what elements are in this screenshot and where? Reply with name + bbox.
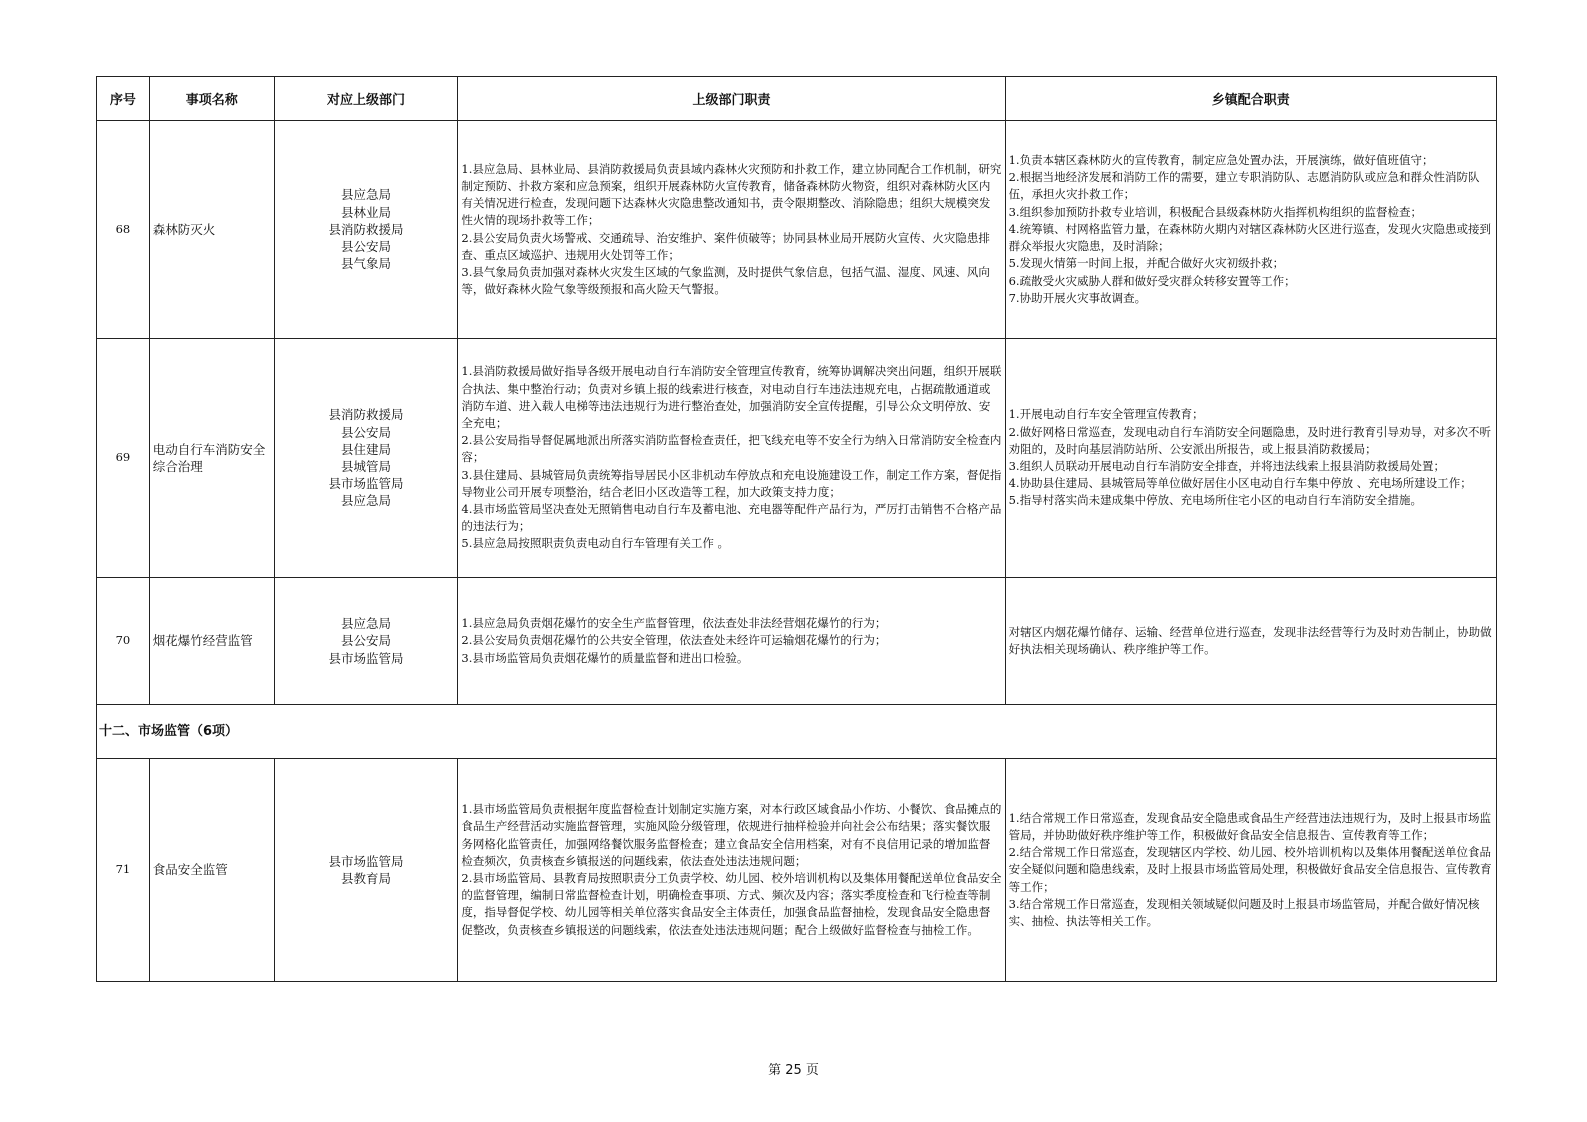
township-paragraph: 6.疏散受火灾威胁人群和做好受灾群众转移安置等工作；	[1008, 273, 1296, 288]
section-title: 十二、市场监管（6项）	[97, 705, 1497, 759]
township-paragraph: 2.做好网格日常巡查，发现电动自行车消防安全问题隐患，及时进行教育引导劝导，对多次不听劝阻的，及时向基层消防站所、公安派出所报告，或上报县消防救援局；	[1008, 424, 1492, 456]
township-paragraph: 3.组织人员联动开展电动自行车消防安全排查，并将违法线索上报县消防救援局处置；	[1008, 459, 1446, 473]
duty-paragraph: 2.县公安局负责烟花爆竹的公共安全管理，依法查处未经许可运输烟花爆竹的行为；	[461, 633, 887, 648]
page-number: 第 25 页	[768, 1063, 819, 1078]
header-superior-dept: 对应上级部门	[274, 77, 458, 121]
township-paragraph: 5.指导村落实尚未建成集中停放、充电场所住宅小区的电动自行车消防安全措施。	[1008, 493, 1423, 508]
row-item-name: 烟花爆竹经营监管	[149, 578, 274, 705]
duty-paragraph: 3.县住建局、县城管局负责统筹指导居民小区非机动车停放点和充电设施建设工作，制定工作方案，督促指导物业公司开展专项整治，结合老旧小区改造等工程，加大政策支持力度；	[461, 467, 1002, 499]
row-no: 70	[97, 578, 150, 705]
row-township-duties	[1005, 759, 1496, 982]
table-header-row	[97, 77, 1497, 121]
dept-line: 县公安局	[341, 424, 392, 440]
township-paragraph: 4.统筹镇、村网格监管力量，在森林防火期内对辖区森林防火区进行巡查，发现火灾隐患或接到群众举报火灾隐患，及时消除；	[1008, 221, 1492, 254]
header-township-duties: 乡镇配合职责	[1005, 77, 1496, 121]
duty-table	[96, 76, 1497, 982]
duty-paragraph: 5.县应急局按照职责负责电动自行车管理有关工作 。	[461, 536, 730, 551]
row-superior-duties	[458, 759, 1005, 982]
duty-paragraph: 1.县市场监管局负责根据年度监督检查计划制定实施方案，对本行政区域食品小作坊、小餐饮、食品摊点的食品生产经营活动实施监督管理，实施风险分级管理，依规进行抽样检验并向社会公布结果；落实餐饮服务网格化监管责任，加强网络餐饮服务监督检查；建立食品安全信用档案，对有不良信用记录的增加监督检查频次，负责核查乡镇报送的问题线索，依法查处违法违规问题；	[461, 802, 1002, 868]
header-no: 序号	[97, 77, 150, 121]
row-township-duties	[1005, 578, 1496, 705]
row-township-duties	[1005, 339, 1496, 578]
table-row	[97, 578, 1497, 705]
township-paragraph: 2.结合常规工作日常巡查，发现辖区内学校、幼儿园、校外培训机构以及集体用餐配送单位食品安全疑似问题和隐患线索，及时上报县市场监管局处理，积极做好食品安全信息报告、宣传教育等工作；	[1008, 845, 1492, 894]
dept-line: 县气象局	[341, 256, 392, 272]
duty-paragraph: 4.县市场监管局坚决查处无照销售电动自行车及蓄电池、充电器等配件产品行为，严厉打击销售不合格产品的违法行为；	[461, 502, 1002, 534]
township-paragraph: 1.结合常规工作日常巡查，发现食品安全隐患或食品生产经营违法违规行为，及时上报县市场监管局，并协助做好秩序维护等工作，积极做好食品安全信息报告、宣传教育等工作；	[1008, 810, 1492, 842]
dept-line: 县应急局	[341, 616, 392, 632]
row-depts	[274, 759, 458, 982]
row-superior-duties	[458, 339, 1005, 578]
dept-line: 县林业局	[341, 204, 392, 220]
row-depts	[274, 578, 458, 705]
dept-line: 县公安局	[341, 633, 392, 649]
row-item-name: 食品安全监管	[149, 759, 274, 982]
table-row	[97, 121, 1497, 339]
section-header-row	[97, 705, 1497, 759]
dept-line: 县城管局	[341, 459, 392, 474]
dept-line: 县市场监管局	[328, 650, 404, 666]
row-depts	[274, 339, 458, 578]
dept-line: 县市场监管局	[328, 853, 404, 869]
township-paragraph: 3.结合常规工作日常巡查，发现相关领域疑似问题及时上报县市场监管局，并配合做好情况核实、抽检、执法等相关工作。	[1008, 896, 1480, 928]
duty-paragraph: 1.县消防救援局做好指导各级开展电动自行车消防安全管理宣传教育，统筹协调解决突出问题，组织开展联合执法、集中整治行动；负责对乡镇上报的线索进行核查，对电动自行车违法违规充电，占据疏散通道或消防车道、进入载人电梯等违法违规行为进行整治查处，加强消防安全宣传提醒，引导公众文明停放、安全充电；	[461, 364, 1002, 430]
row-superior-duties	[458, 578, 1005, 705]
duty-paragraph: 1.县应急局负责烟花爆竹的安全生产监督管理，依法查处非法经营烟花爆竹的行为；	[461, 616, 887, 631]
dept-line: 县消防救援局	[328, 407, 404, 423]
township-paragraph: 1.负责本辖区森林防火的宣传教育，制定应急处置办法，开展演练，做好值班值守；	[1008, 153, 1434, 168]
row-no: 68	[97, 121, 150, 339]
row-item-name: 电动自行车消防安全综合治理	[149, 339, 274, 578]
township-paragraph: 3.组织参加预防扑救专业培训，积极配合县级森林防火指挥机构组织的监督检查；	[1008, 204, 1423, 219]
duty-paragraph: 3.县气象局负责加强对森林火灾发生区域的气象监测，及时提供气象信息，包括气温、湿度、风速、风向等，做好森林火险气象等级预报和高火险天气警报。	[461, 264, 990, 297]
dept-line: 县住建局	[341, 441, 392, 457]
row-no: 69	[97, 339, 150, 578]
dept-line: 县公安局	[341, 239, 392, 255]
township-paragraph: 4.协助县住建局、县城管局等单位做好居住小区电动自行车集中停放 、充电场所建设工作；	[1008, 476, 1472, 491]
header-superior-duties: 上级部门职责	[458, 77, 1005, 121]
township-paragraph: 对辖区内烟花爆竹储存、运输、经营单位进行巡查，发现非法经营等行为及时劝告制止，协助做好执法相关现场确认、秩序维护等工作。	[1008, 624, 1492, 656]
table-row	[97, 759, 1497, 982]
duty-table-sheet	[96, 76, 1497, 982]
township-paragraph: 7.协助开展火灾事故调查。	[1008, 290, 1147, 305]
dept-line: 县应急局	[341, 493, 392, 509]
row-item-name: 森林防灭火	[149, 121, 274, 339]
dept-line: 县应急局	[341, 187, 392, 203]
duty-paragraph: 2.县市场监管局、县教育局按照职责分工负责学校、幼儿园、校外培训机构以及集体用餐配送单位食品安全的监督管理，编制日常监督检查计划，明确检查事项、方式、频次及内容；落实季度检查和飞行检查等制度，指导督促学校、幼儿园等相关单位落实食品安全主体责任，加强食品监督抽检，发现食品安全隐患督促整改，负责核查乡镇报送的问题线索，依法查处违法违规问题；配合上级做好监督检查与抽检工作。	[461, 871, 1002, 937]
duty-paragraph: 1.县应急局、县林业局、县消防救援局负责县域内森林火灾预防和扑救工作，建立协同配合工作机制，研究制定预防、扑救方案和应急预案，组织开展森林防火宣传教育，储备森林防火物资，组织对森林防火区内有关情况进行检查，发现问题下达森林火灾隐患整改通知书，责令限期整改、消除隐患；组织大规模突发性火情的现场扑救等工作；	[461, 161, 1002, 228]
row-township-duties	[1005, 121, 1496, 339]
township-paragraph: 2.根据当地经济发展和消防工作的需要，建立专职消防队、志愿消防队或应急和群众性消防队伍，承担火灾扑救工作；	[1008, 170, 1480, 202]
row-no: 71	[97, 759, 150, 982]
township-paragraph: 1.开展电动自行车安全管理宣传教育；	[1008, 407, 1204, 422]
duty-paragraph: 3.县市场监管局负责烟花爆竹的质量监督和进出口检验。	[461, 650, 749, 665]
table-row	[97, 339, 1497, 578]
dept-line: 县市场监管局	[328, 476, 404, 492]
row-depts	[274, 121, 458, 339]
dept-line: 县消防救援局	[328, 221, 404, 237]
duty-paragraph: 2.县公安局指导督促属地派出所落实消防监督检查责任，把飞线充电等不安全行为纳入日常消防安全检查内容；	[461, 433, 1002, 465]
dept-line: 县教育局	[341, 871, 392, 886]
row-superior-duties	[458, 121, 1005, 339]
duty-paragraph: 2.县公安局负责火场警戒、交通疏导、治安维护、案件侦破等；协同县林业局开展防火宣传、火灾隐患排查、重点区域巡护、违规用火处罚等工作；	[461, 230, 990, 262]
header-item-name: 事项名称	[149, 77, 274, 121]
township-paragraph: 5.发现火情第一时间上报，并配合做好火灾初级扑救；	[1008, 256, 1285, 271]
